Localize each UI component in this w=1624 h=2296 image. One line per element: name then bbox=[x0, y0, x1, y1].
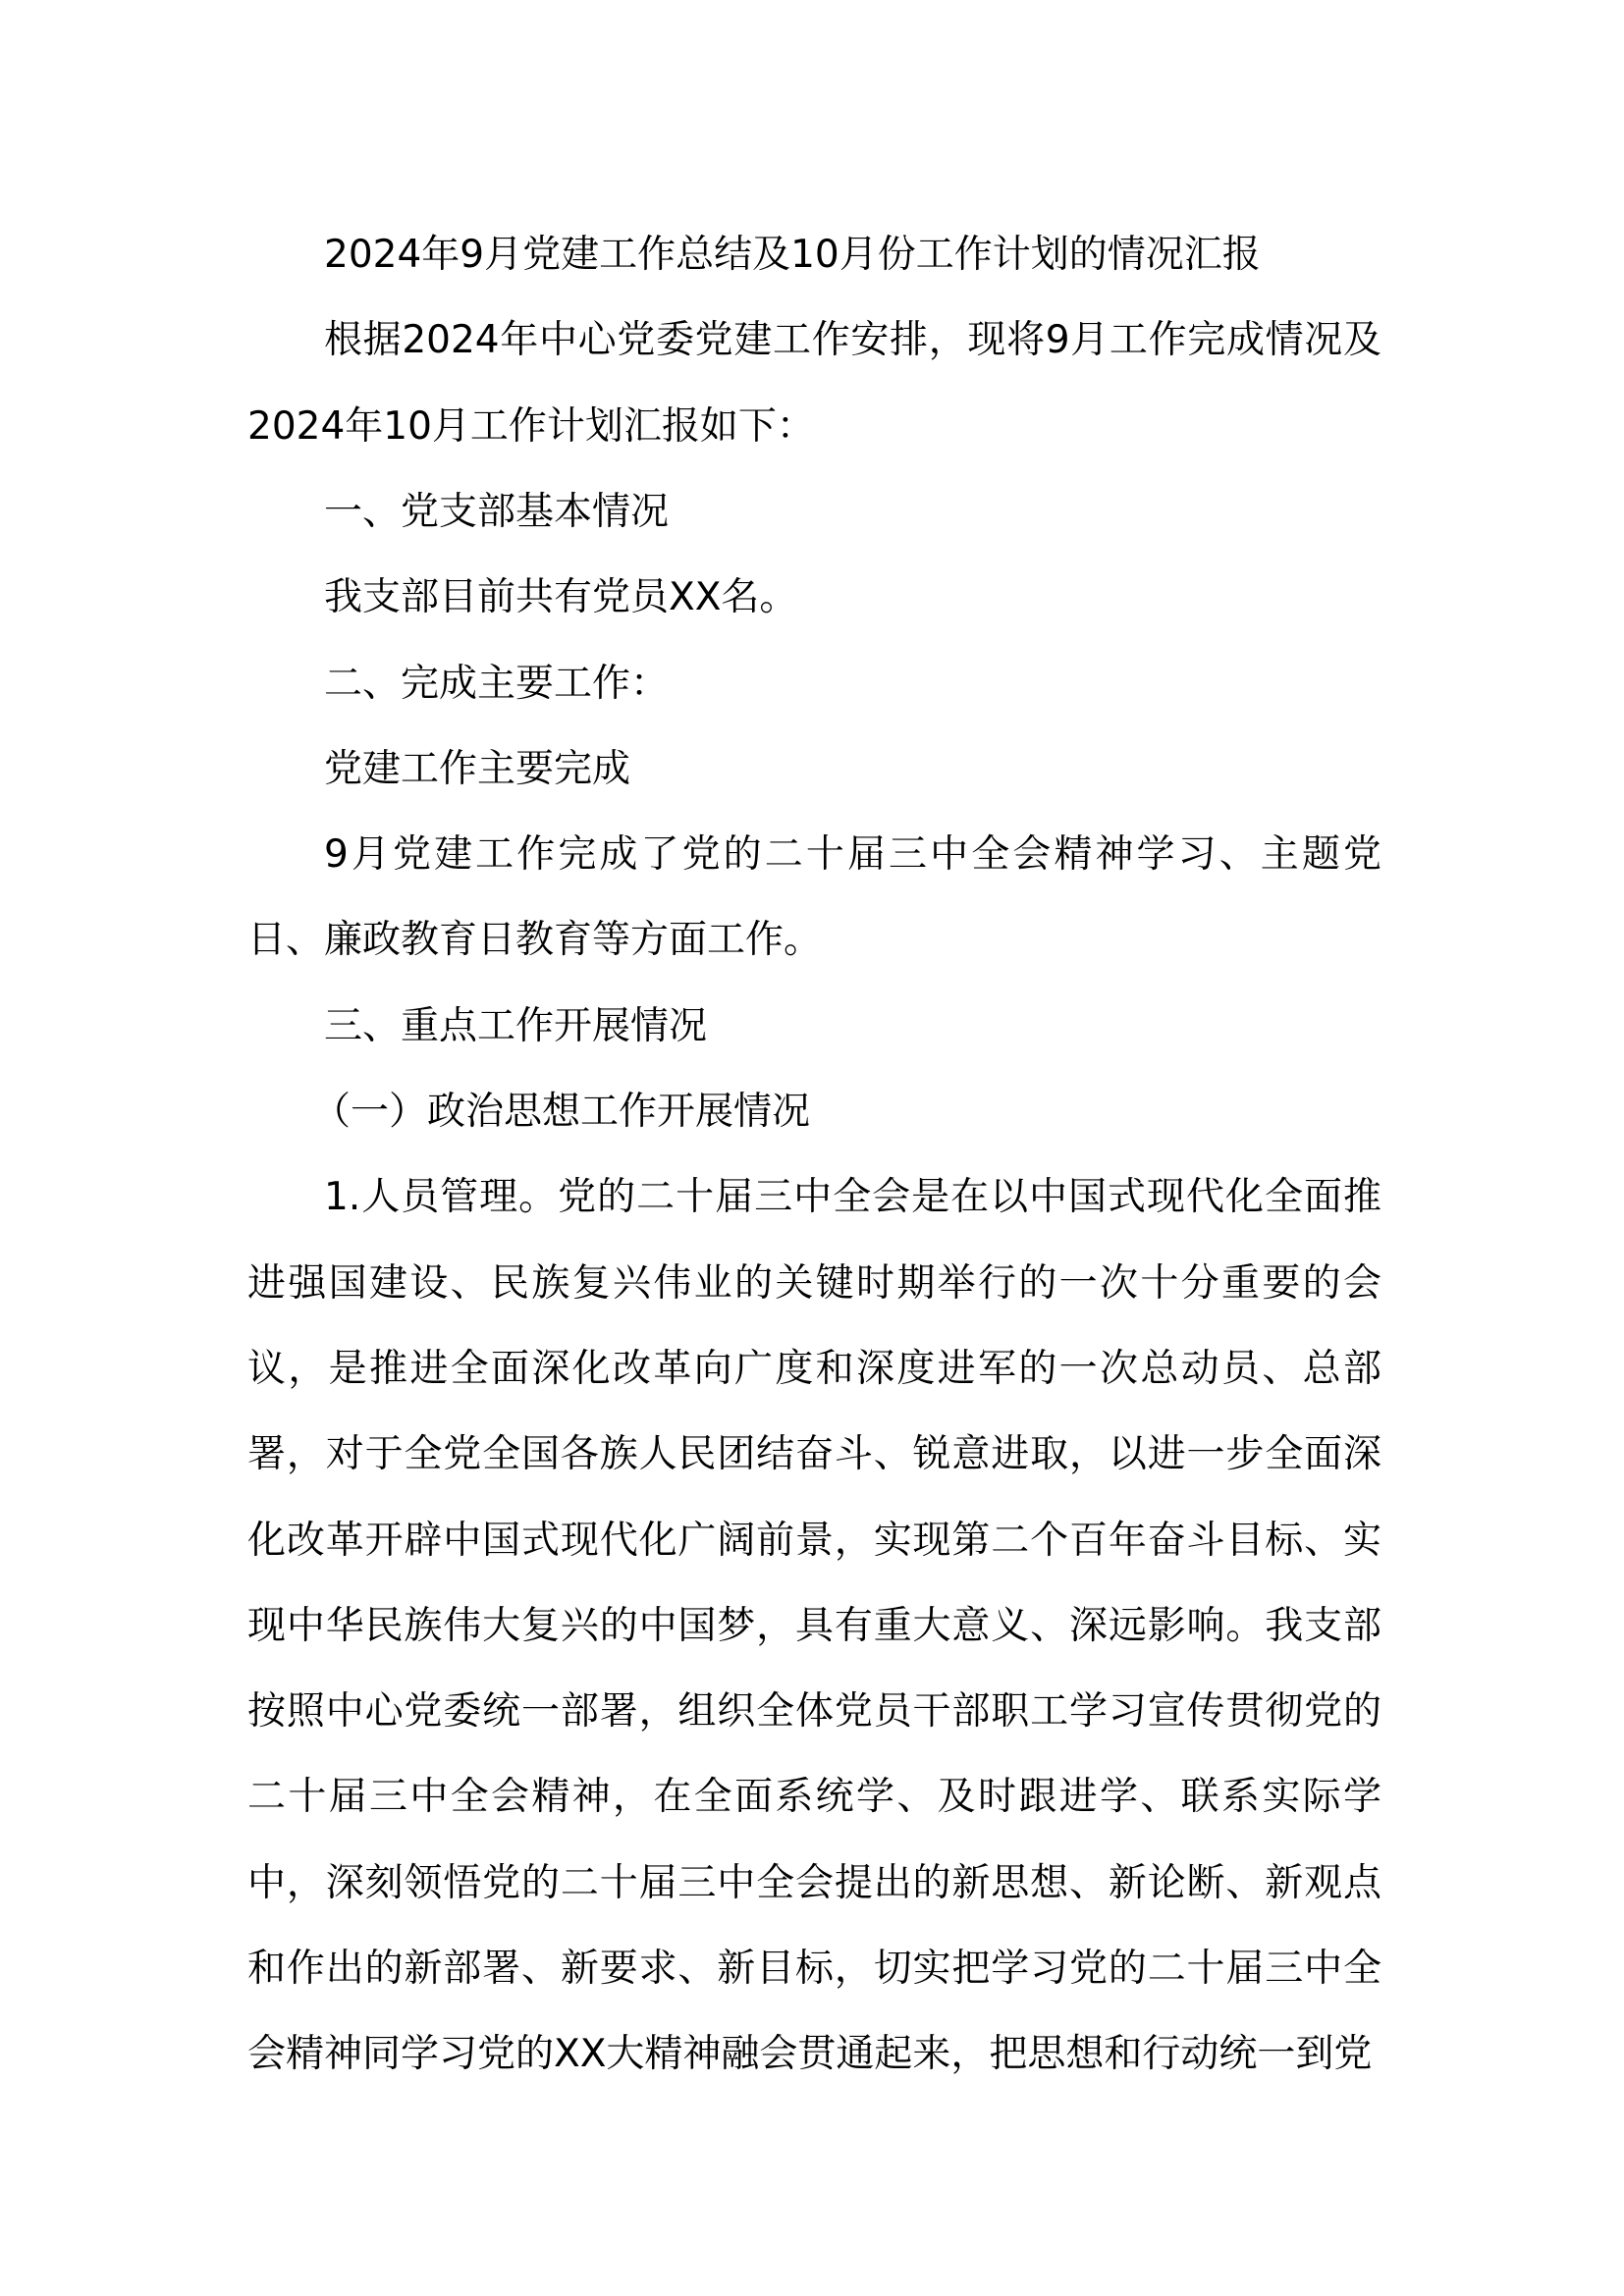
text-line: 2024年10月工作计划汇报如下： bbox=[247, 403, 815, 449]
text-line: 日、廉政教育日教育等方面工作。 bbox=[247, 918, 823, 963]
text-line: 会精神同学习党的XX大精神融会贯通起来，把思想和行动统一到党 bbox=[247, 2032, 1373, 2077]
text-line: （一）政治思想工作开展情况 bbox=[312, 1090, 811, 1134]
text-line: 议，是推进全面深化改革向广度和深度进军的一次总动员、总部 bbox=[247, 1346, 1381, 1391]
text-line: 根据2024年中心党委党建工作安排，现将9月工作完成情况及 bbox=[324, 318, 1381, 363]
text-line: 进强国建设、民族复兴伟业的关键时期举行的一次十分重要的会 bbox=[247, 1260, 1381, 1306]
text-line: 按照中心党委统一部署，组织全体党员干部职工学习宣传贯彻党的 bbox=[247, 1689, 1381, 1735]
text-line: 三、重点工作开展情况 bbox=[324, 1003, 708, 1048]
text-line: 和作出的新部署、新要求、新目标，切实把学习党的二十届三中全 bbox=[247, 1947, 1381, 1991]
text-line: 1.人员管理。党的二十届三中全会是在以中国式现代化全面推 bbox=[324, 1175, 1381, 1220]
text-line: 二、完成主要工作： bbox=[324, 661, 670, 706]
text-line: 一、党支部基本情况 bbox=[324, 489, 670, 534]
text-line: 署，对于全党全国各族人民团结奋斗、锐意进取，以进一步全面深 bbox=[247, 1432, 1381, 1477]
text-line: 二十届三中全会精神，在全面系统学、及时跟进学、联系实际学 bbox=[247, 1775, 1381, 1820]
document-title: 2024年9月党建工作总结及10月份工作计划的情况汇报 bbox=[324, 233, 1261, 277]
text-line: 化改革开辟中国式现代化广阔前景，实现第二个百年奋斗目标、实 bbox=[247, 1518, 1381, 1563]
text-line: 9月党建工作完成了党的二十届三中全会精神学习、主题党 bbox=[324, 832, 1381, 878]
text-line: 我支部目前共有党员XX名。 bbox=[324, 575, 798, 620]
text-line: 现中华民族伟大复兴的中国梦，具有重大意义、深远影响。我支部 bbox=[247, 1603, 1381, 1648]
text-line: 中，深刻领悟党的二十届三中全会提出的新思想、新论断、新观点 bbox=[247, 1860, 1381, 1905]
text-line: 党建工作主要完成 bbox=[324, 746, 631, 791]
